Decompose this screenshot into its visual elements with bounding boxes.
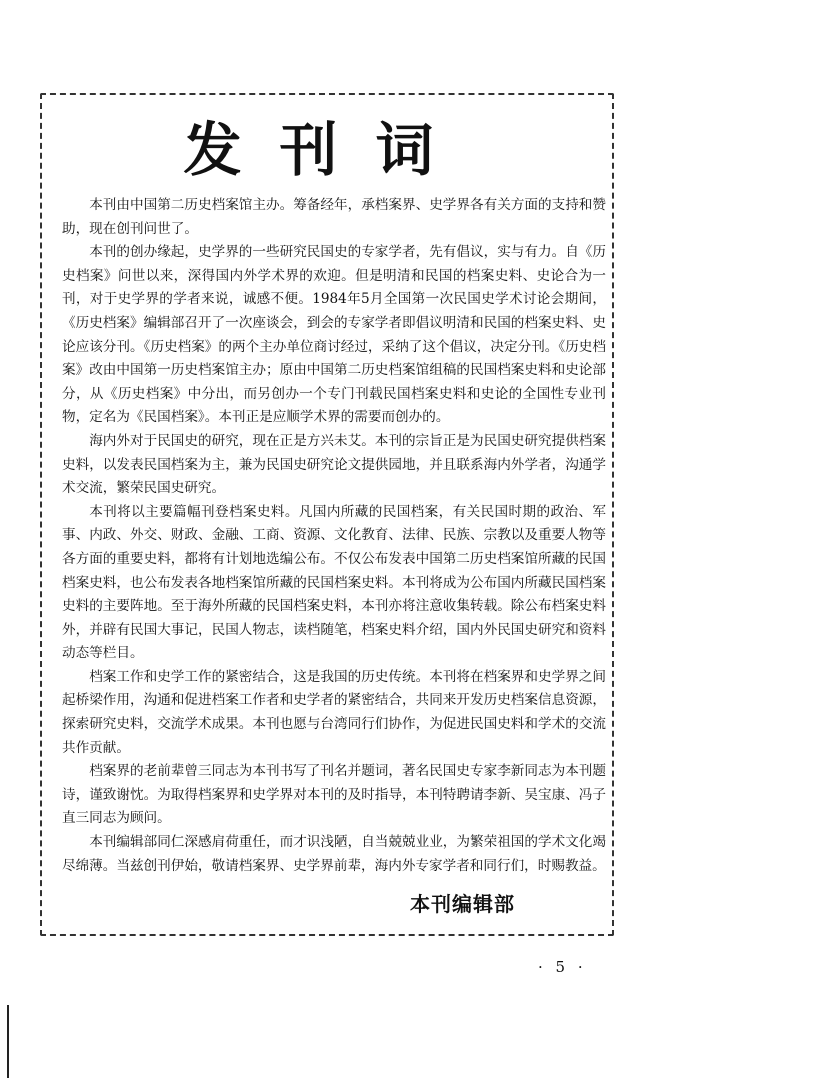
article-title: 发刊词	[183, 116, 472, 184]
paragraph-5: 档案工作和史学工作的紧密结合，这是我国的历史传统。本刊将在档案界和史学界之间起桥梁作用，沟通和促进档案工作者和史学者的紧密结合，共同来开发历史档案信息资源，探索研究史料，交流学术成果。本刊也愿与台湾同行们协作，为促进民国史料和学术的交流共作贡献。	[62, 668, 606, 756]
page-number: · 5 ·	[538, 958, 587, 976]
paragraph-7: 本刊编辑部同仁深感肩荷重任，而才识浅陋，自当兢兢业业，为繁荣祖国的学术文化竭尽绵薄。当兹创刊伊始，敬请档案界、史学界前辈，海内外专家学者和同行们，时赐教益。	[62, 834, 606, 874]
binding-edge-line	[7, 1005, 9, 1078]
signature: 本刊编辑部	[410, 892, 515, 916]
paragraph-1: 本刊由中国第二历史档案馆主办。筹备经年，承档案界、史学界各有关方面的支持和赞助，现在创刊问世了。	[62, 197, 606, 237]
paragraph-3: 海内外对于民国史的研究，现在正是方兴未艾。本刊的宗旨正是为民国史研究提供档案史料，以发表民国档案为主，兼为民国史研究论文提供园地，并且联系海内外学者，沟通学术交流，繁荣民国史研究。	[62, 432, 606, 497]
article-body	[62, 194, 606, 878]
paragraph-2: 本刊的创办缘起，史学界的一些研究民国史的专家学者，先有倡议，实与有力。自《历史档案》问世以来，深得国内外学术界的欢迎。但是明清和民国的档案史料、史论合为一刊，对于史学界的学者来说，诚感不便。1984年5月全国第一次民国史学术讨论会期间，《历史档案》编辑部召开了一次座谈会，到会的专家学者即倡议明清和民国的档案史料、史论应该分刊。《历史档案》的两个主办单位商讨经过，采纳了这个倡议，决定分刊。《历史档案》改由中国第一历史档案馆主办；原由中国第二历史档案馆组稿的民国档案史料和史论部分，从《历史档案》中分出，而另创办一个专门刊载民国档案史料和史论的全国性专业刊物，定名为《民国档案》。本刊正是应顺学术界的需要而创办的。	[62, 244, 606, 426]
paragraph-6: 档案界的老前辈曾三同志为本刊书写了刊名并题词，著名民国史专家李新同志为本刊题诗，谨致谢忱。为取得档案界和史学界对本刊的及时指导，本刊特聘请李新、吴宝康、冯子直三同志为顾问。	[62, 763, 606, 827]
paragraph-4: 本刊将以主要篇幅刊登档案史料。凡国内所藏的民国档案，有关民国时期的政治、军事、内政、外交、财政、金融、工商、资源、文化教育、法律、民族、宗教以及重要人物等各方面的重要史料，都将有计划地选编公布。不仅公布发表中国第二历史档案馆所藏的民国档案史料，也公布发表各地档案馆所藏的民国档案史料。本刊将成为公布国内所藏民国档案史料的主要阵地。至于海外所藏的民国档案史料，本刊亦将注意收集转载。除公布档案史料外，并辟有民国大事记，民国人物志，读档随笔，档案史料介绍，国内外民国史研究和资料动态等栏目。	[62, 503, 606, 662]
